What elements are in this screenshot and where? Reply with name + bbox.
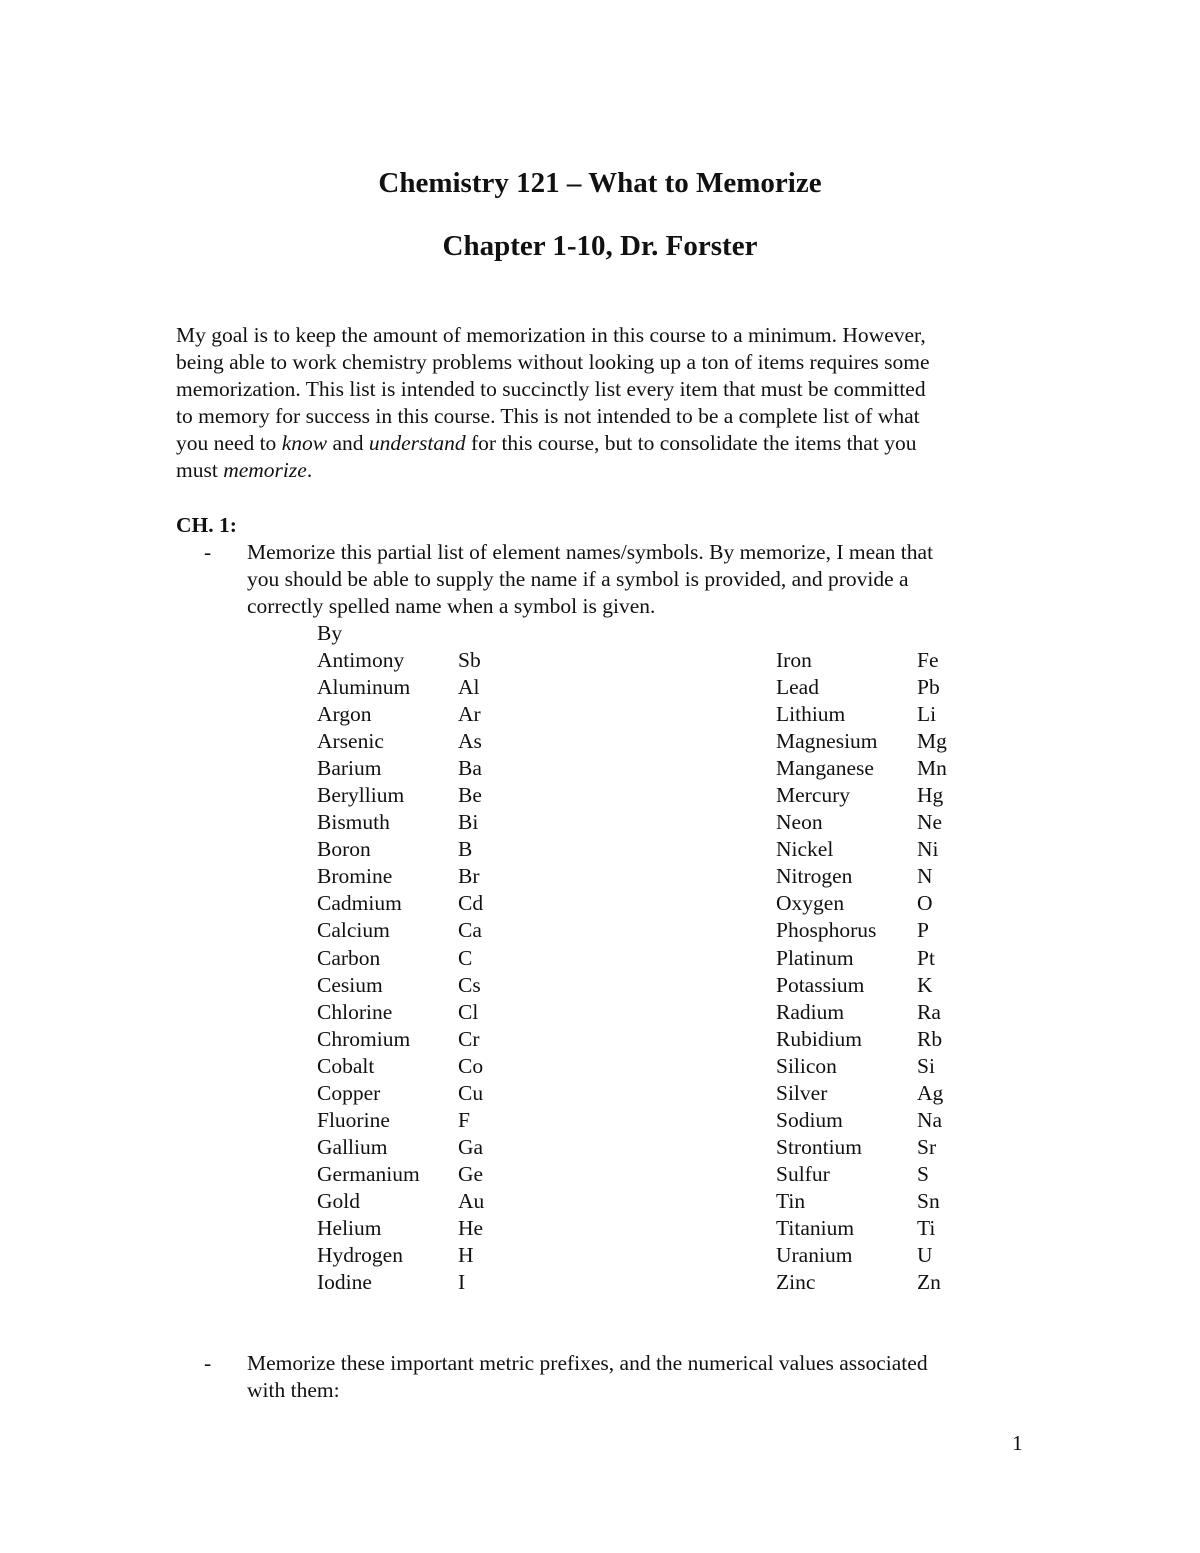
element-row xyxy=(776,890,977,917)
element-symbol: P xyxy=(917,918,929,943)
element-name: Manganese xyxy=(776,756,874,781)
element-symbol: Rb xyxy=(917,1026,943,1051)
element-name: Cobalt xyxy=(317,1053,375,1078)
element-symbol: I xyxy=(458,1270,466,1295)
element-name: Barium xyxy=(317,756,382,781)
element-row xyxy=(776,945,977,972)
element-symbol: Be xyxy=(458,783,482,808)
bullet-metric-prefixes xyxy=(247,1350,928,1404)
element-row xyxy=(776,999,977,1026)
element-name: Uranium xyxy=(776,1243,853,1268)
element-symbol: Cs xyxy=(458,972,481,997)
element-symbol: Cd xyxy=(458,891,484,916)
element-symbol: K xyxy=(917,972,933,997)
intro-line xyxy=(176,430,930,457)
intro-line: being able to work chemistry problems without looking up a ton of items requires some xyxy=(176,350,930,374)
element-row xyxy=(776,1026,977,1053)
element-symbol: As xyxy=(458,729,482,754)
element-name: Bismuth xyxy=(317,810,390,835)
element-symbol: Ga xyxy=(458,1134,484,1159)
bullet-marker: - xyxy=(204,1351,212,1375)
chapter-1-heading: CH. 1: xyxy=(176,513,237,537)
element-row xyxy=(776,972,977,999)
element-name: Lead xyxy=(776,675,819,700)
element-symbol: Ra xyxy=(917,999,941,1024)
intro-text: . xyxy=(306,458,313,482)
element-symbol: Sr xyxy=(917,1134,937,1159)
element-row xyxy=(776,863,977,890)
element-row xyxy=(776,809,977,836)
element-symbol: Cl xyxy=(458,999,479,1024)
element-row xyxy=(317,1161,518,1188)
element-symbol: Mg xyxy=(917,729,947,754)
bullet-line: you should be able to supply the name if a symbol is provided, and provide a xyxy=(247,567,909,591)
intro-text: and xyxy=(327,431,369,455)
element-symbol: Zn xyxy=(917,1270,941,1295)
element-row xyxy=(776,674,977,701)
element-row xyxy=(776,1161,977,1188)
element-symbol: Ti xyxy=(917,1215,936,1240)
intro-paragraph xyxy=(176,322,930,484)
element-name: Hydrogen xyxy=(317,1243,403,1268)
element-symbol: B xyxy=(458,837,473,862)
element-symbol: Ge xyxy=(458,1161,484,1186)
element-symbol: Na xyxy=(917,1107,943,1132)
element-symbol: Ca xyxy=(458,918,482,943)
element-name: Chromium xyxy=(317,1026,411,1051)
element-name: Iron xyxy=(776,648,812,672)
element-name: Fluorine xyxy=(317,1107,390,1132)
element-row xyxy=(776,1215,977,1242)
intro-line: to memory for success in this course. This is not intended to be a complete list of what xyxy=(176,404,920,428)
element-name: Nickel xyxy=(776,837,834,862)
element-symbol: Ba xyxy=(458,756,482,781)
bullet-line: Memorize this partial list of element names/symbols. By memorize, I mean that xyxy=(247,540,934,564)
element-row xyxy=(317,890,518,917)
bullet-line: Memorize these important metric prefixes, and the numerical values associated xyxy=(247,1351,928,1375)
element-row xyxy=(317,755,518,782)
element-row xyxy=(317,1107,518,1134)
bullet-line: with them: xyxy=(247,1378,340,1402)
element-table-left xyxy=(317,647,518,1296)
element-name: Rubidium xyxy=(776,1026,863,1051)
element-symbol: Ar xyxy=(458,702,481,727)
element-name: Zinc xyxy=(776,1270,816,1295)
emphasis-memorize: memorize xyxy=(223,458,307,482)
element-symbol: Bi xyxy=(458,810,479,835)
element-name: Oxygen xyxy=(776,891,845,916)
element-row xyxy=(317,863,518,890)
intro-line: My goal is to keep the amount of memorization in this course to a minimum. However, xyxy=(176,323,926,347)
element-symbol: H xyxy=(458,1243,474,1268)
element-symbol: Sb xyxy=(458,648,481,672)
element-name: Magnesium xyxy=(776,729,878,754)
element-row xyxy=(776,1080,977,1107)
element-row xyxy=(317,1188,518,1215)
element-name: Boron xyxy=(317,837,371,862)
bullet-marker: - xyxy=(204,540,212,564)
element-row xyxy=(317,728,518,755)
intro-text: for this course, but to consolidate the items that you xyxy=(465,431,917,455)
element-name: Neon xyxy=(776,810,823,835)
element-row xyxy=(317,917,518,944)
element-name: Copper xyxy=(317,1080,381,1105)
element-symbol: Ag xyxy=(917,1080,944,1105)
element-row xyxy=(317,1242,518,1269)
bullet-line: correctly spelled name when a symbol is given. xyxy=(247,594,656,618)
element-row xyxy=(776,1269,977,1296)
element-row xyxy=(317,836,518,863)
emphasis-know: know xyxy=(281,431,328,455)
element-symbol: He xyxy=(458,1215,484,1240)
element-name: Titanium xyxy=(776,1215,855,1240)
element-row xyxy=(776,701,977,728)
element-name: Chlorine xyxy=(317,999,393,1024)
element-symbol: S xyxy=(917,1161,929,1186)
element-name: Helium xyxy=(317,1215,382,1240)
element-name: Bromine xyxy=(317,864,393,889)
element-name: Gallium xyxy=(317,1134,388,1159)
intro-line: memorization. This list is intended to succinctly list every item that must be committed xyxy=(176,377,926,401)
element-name: Tin xyxy=(776,1188,806,1213)
element-symbol: Cr xyxy=(458,1026,480,1051)
element-name: Argon xyxy=(317,702,372,727)
element-row xyxy=(776,1242,977,1269)
document-subtitle: Chapter 1-10, Dr. Forster xyxy=(442,230,758,262)
element-symbol: Si xyxy=(917,1053,935,1078)
element-name: Strontium xyxy=(776,1134,863,1159)
element-symbol: Fe xyxy=(917,648,939,672)
element-symbol: Co xyxy=(458,1053,484,1078)
element-symbol: Pt xyxy=(917,945,935,970)
document-title: Chemistry 121 – What to Memorize xyxy=(378,167,822,199)
element-symbol: F xyxy=(458,1107,470,1132)
element-name: Mercury xyxy=(776,783,851,808)
element-name: Radium xyxy=(776,999,845,1024)
element-name: Germanium xyxy=(317,1161,420,1186)
element-row xyxy=(317,999,518,1026)
element-row xyxy=(317,1080,518,1107)
element-row xyxy=(317,782,518,809)
element-name: Sulfur xyxy=(776,1161,830,1186)
element-row xyxy=(776,1134,977,1161)
bullet-elements-instruction xyxy=(247,539,933,620)
element-row xyxy=(317,1026,518,1053)
element-row xyxy=(317,972,518,999)
intro-text: you need to xyxy=(176,431,282,455)
element-name: Cadmium xyxy=(317,891,402,916)
element-row xyxy=(776,836,977,863)
element-table-right xyxy=(776,647,977,1296)
element-row xyxy=(317,647,518,674)
emphasis-understand: understand xyxy=(368,431,466,455)
element-name: Antimony xyxy=(317,648,405,672)
element-row xyxy=(317,1053,518,1080)
page-number: 1 xyxy=(1012,1431,1023,1455)
element-symbol: Pb xyxy=(917,675,940,700)
element-symbol: Hg xyxy=(917,783,944,808)
element-name: Calcium xyxy=(317,918,390,943)
element-row xyxy=(317,1134,518,1161)
element-name: Arsenic xyxy=(317,729,384,754)
element-symbol: Br xyxy=(458,864,480,889)
element-symbol: Ni xyxy=(917,837,939,862)
element-row xyxy=(317,1269,518,1296)
element-name: Carbon xyxy=(317,945,381,970)
element-row xyxy=(776,1053,977,1080)
element-row xyxy=(776,755,977,782)
element-row xyxy=(776,728,977,755)
element-name: Iodine xyxy=(317,1270,372,1295)
by-label: By xyxy=(317,621,343,645)
element-symbol: U xyxy=(917,1243,933,1268)
element-row xyxy=(776,782,977,809)
intro-text: must xyxy=(176,458,224,482)
element-row xyxy=(317,945,518,972)
element-row xyxy=(317,701,518,728)
element-name: Cesium xyxy=(317,972,383,997)
element-symbol: N xyxy=(917,864,933,889)
element-name: Lithium xyxy=(776,702,846,727)
element-row xyxy=(776,1188,977,1215)
element-row xyxy=(317,1215,518,1242)
element-row xyxy=(776,917,977,944)
element-name: Sodium xyxy=(776,1107,843,1132)
element-name: Silver xyxy=(776,1080,828,1105)
element-row xyxy=(317,809,518,836)
element-name: Aluminum xyxy=(317,675,411,700)
intro-line xyxy=(176,457,930,484)
element-name: Gold xyxy=(317,1188,360,1213)
element-symbol: Ne xyxy=(917,810,943,835)
element-row xyxy=(776,1107,977,1134)
element-name: Beryllium xyxy=(317,783,405,808)
element-symbol: Al xyxy=(458,675,480,700)
element-symbol: O xyxy=(917,891,933,916)
element-symbol: Sn xyxy=(917,1188,940,1213)
element-name: Platinum xyxy=(776,945,854,970)
element-name: Nitrogen xyxy=(776,864,853,889)
element-name: Silicon xyxy=(776,1053,837,1078)
element-name: Potassium xyxy=(776,972,865,997)
element-row xyxy=(317,674,518,701)
element-symbol: Li xyxy=(917,702,937,727)
element-row xyxy=(776,647,977,674)
element-symbol: Mn xyxy=(917,756,947,781)
element-symbol: Au xyxy=(458,1188,485,1213)
element-name: Phosphorus xyxy=(776,918,877,943)
element-symbol: Cu xyxy=(458,1080,484,1105)
element-symbol: C xyxy=(458,945,473,970)
